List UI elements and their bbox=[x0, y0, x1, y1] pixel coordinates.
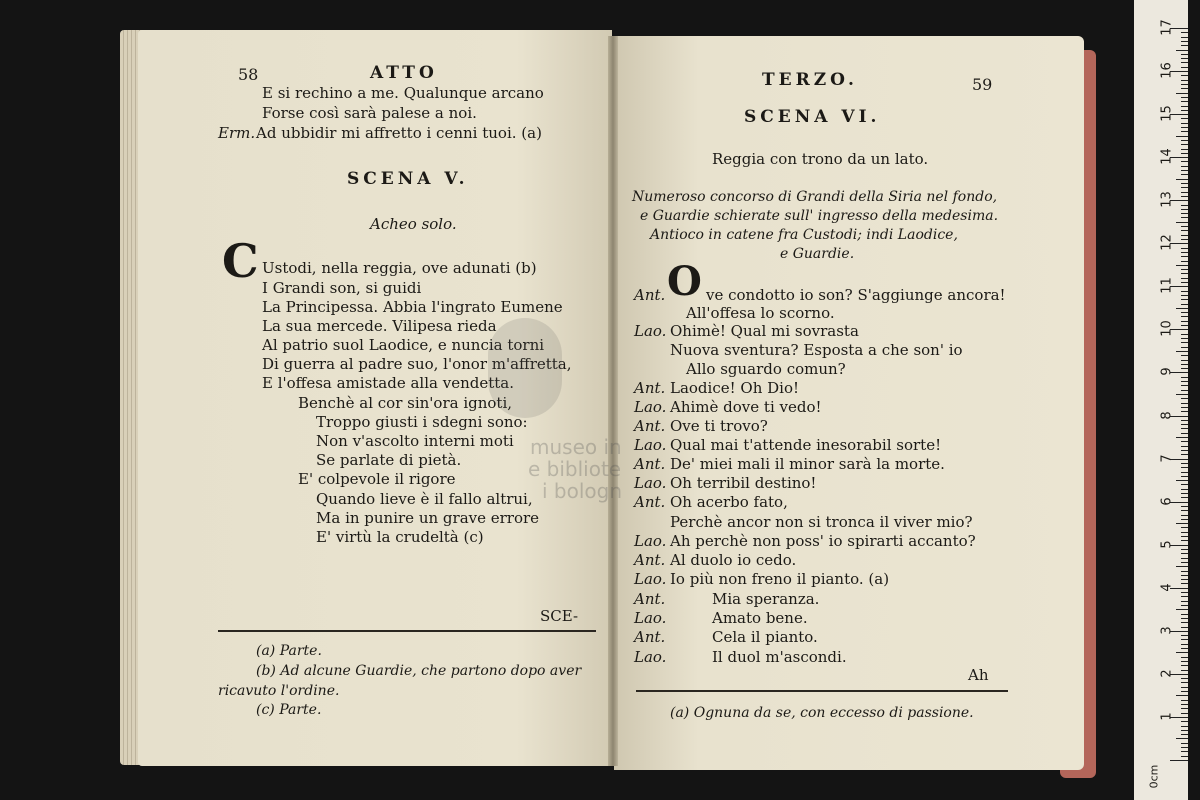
ruler-tick bbox=[1181, 536, 1188, 537]
ruler-tick bbox=[1181, 734, 1188, 735]
ruler-tick bbox=[1181, 295, 1188, 296]
ruler-tick bbox=[1181, 403, 1188, 404]
ruler-tick bbox=[1176, 652, 1188, 653]
ruler-number: 9 bbox=[1159, 367, 1175, 377]
ruler-number: 10 bbox=[1159, 320, 1175, 338]
left-scene-title: SCENA V. bbox=[347, 169, 469, 189]
ruler-number: 2 bbox=[1159, 669, 1175, 678]
ruler-tick bbox=[1181, 368, 1188, 369]
dialogue-line-1: ve condotto io son? S'aggiunge ancora! bbox=[706, 286, 1006, 304]
dialogue-line-14: Ah perchè non poss' io spirarti accanto? bbox=[670, 532, 976, 550]
left-verse-3: La sua mercede. Vilipesa rieda bbox=[262, 317, 497, 335]
ruler-tick bbox=[1181, 299, 1188, 300]
erm-line: Ad ubbidir mi affretto i cenni tuoi. (a) bbox=[256, 124, 542, 142]
speaker-8: Ant. bbox=[634, 417, 666, 435]
ruler-tick bbox=[1181, 239, 1188, 240]
ruler-tick bbox=[1176, 351, 1188, 352]
ruler-tick bbox=[1181, 347, 1188, 348]
ruler-tick bbox=[1181, 730, 1188, 731]
ruler-tick bbox=[1181, 334, 1188, 335]
right-footnote-rule bbox=[636, 690, 1008, 692]
ruler-tick bbox=[1181, 106, 1188, 107]
left-verse-4: Al patrio suol Laodice, e nuncia torni bbox=[262, 336, 545, 354]
ruler-number: 8 bbox=[1159, 410, 1175, 420]
speaker-14: Lao. bbox=[634, 532, 667, 550]
ruler-tick bbox=[1181, 88, 1188, 89]
ruler-tick bbox=[1181, 687, 1188, 688]
ruler-tick bbox=[1181, 321, 1188, 322]
right-scene-title: SCENA VI. bbox=[744, 107, 881, 127]
ruler-tick bbox=[1181, 704, 1188, 705]
ruler-tick bbox=[1181, 127, 1188, 128]
ruler-tick bbox=[1181, 273, 1188, 274]
dialogue-line-3: Ohimè! Qual mi sovrasta bbox=[670, 322, 859, 340]
speaker-9: Lao. bbox=[634, 436, 667, 454]
ruler-tick bbox=[1181, 407, 1188, 408]
ruler-tick bbox=[1181, 670, 1188, 671]
left-catchword: SCE- bbox=[540, 607, 579, 625]
dialogue-line-6: Laodice! Oh Dio! bbox=[670, 379, 800, 397]
left-running-head: ATTO bbox=[370, 63, 438, 83]
ruler-tick bbox=[1181, 37, 1188, 38]
aria-line-1: Benchè al cor sin'ora ignoti, bbox=[298, 394, 513, 412]
ruler-tick bbox=[1181, 54, 1188, 55]
aria-line-3: Non v'ascolto interni moti bbox=[316, 432, 514, 450]
ruler-tick bbox=[1176, 609, 1188, 610]
ruler-tick bbox=[1181, 618, 1188, 619]
ruler-tick bbox=[1181, 62, 1188, 63]
ruler-tick bbox=[1181, 385, 1188, 386]
dialogue-line-11: Oh terribil destino! bbox=[670, 474, 817, 492]
ruler-tick bbox=[1181, 657, 1188, 658]
ruler-tick bbox=[1181, 377, 1188, 378]
ruler-tick bbox=[1181, 635, 1188, 636]
ruler-tick bbox=[1181, 575, 1188, 576]
ruler-tick bbox=[1181, 476, 1188, 477]
speaker-10: Ant. bbox=[634, 455, 666, 473]
ruler-tick bbox=[1181, 226, 1188, 227]
right-setting: Reggia con trono da un lato. bbox=[712, 150, 929, 168]
ruler-unit-label: 0cm bbox=[1147, 764, 1161, 789]
ruler-tick bbox=[1181, 472, 1188, 473]
ruler-tick bbox=[1181, 209, 1188, 210]
ruler-tick bbox=[1181, 312, 1188, 313]
ruler-tick bbox=[1181, 75, 1188, 76]
ruler-tick bbox=[1181, 751, 1188, 752]
watermark-line-1: museo in bbox=[530, 435, 622, 459]
ruler-tick bbox=[1181, 420, 1188, 421]
ruler-tick bbox=[1181, 110, 1188, 111]
dialogue-line-19: Cela il pianto. bbox=[712, 628, 818, 646]
left-footnote-a: (a) Parte. bbox=[256, 643, 322, 659]
speaker-1: Ant. bbox=[634, 286, 666, 304]
ruler-number: 7 bbox=[1159, 453, 1175, 463]
ruler-tick bbox=[1181, 256, 1188, 257]
ruler-tick bbox=[1181, 269, 1188, 270]
left-footnote-c: (c) Parte. bbox=[256, 702, 322, 718]
aria-line-4: Se parlate di pietà. bbox=[316, 451, 462, 469]
aria-line-7: Ma in punire un grave errore bbox=[316, 509, 540, 527]
ruler-tick bbox=[1181, 205, 1188, 206]
ruler-tick bbox=[1181, 756, 1188, 757]
watermark-line-3: i bologn bbox=[542, 479, 623, 503]
ruler-tick bbox=[1181, 743, 1188, 744]
ruler-number: 15 bbox=[1159, 105, 1175, 122]
ruler-tick bbox=[1181, 700, 1188, 701]
ruler-tick bbox=[1181, 196, 1188, 197]
ruler-tick bbox=[1181, 390, 1188, 391]
ruler-tick bbox=[1181, 364, 1188, 365]
ruler-tick bbox=[1181, 235, 1188, 236]
stage-line-4: e Guardie. bbox=[780, 246, 855, 262]
ruler-tick bbox=[1170, 760, 1188, 761]
ruler-tick bbox=[1181, 665, 1188, 666]
ruler-tick bbox=[1181, 217, 1188, 218]
dialogue-line-8: Ove ti trovo? bbox=[670, 417, 768, 435]
ruler-tick bbox=[1181, 682, 1188, 683]
ruler-tick bbox=[1181, 278, 1188, 279]
ruler-tick bbox=[1176, 394, 1188, 395]
ruler-tick bbox=[1181, 571, 1188, 572]
ruler-tick bbox=[1181, 118, 1188, 119]
ruler-tick bbox=[1181, 489, 1188, 490]
ruler-number: 3 bbox=[1159, 626, 1175, 635]
ruler-tick bbox=[1181, 398, 1188, 399]
ruler-tick bbox=[1181, 433, 1188, 434]
speaker-11: Lao. bbox=[634, 474, 667, 492]
stage-line-1: Numeroso concorso di Grandi della Siria nel fondo, bbox=[632, 189, 998, 205]
ruler-tick bbox=[1181, 467, 1188, 468]
speaker-12: Ant. bbox=[634, 493, 666, 511]
dialogue-line-9: Qual mai t'attende inesorabil sorte! bbox=[670, 436, 942, 454]
ruler-tick bbox=[1181, 562, 1188, 563]
ruler-tick bbox=[1181, 583, 1188, 584]
aria-line-2: Troppo giusti i sdegni sono: bbox=[316, 413, 528, 431]
ruler-tick bbox=[1181, 605, 1188, 606]
speaker-3: Lao. bbox=[634, 322, 667, 340]
ruler-tick bbox=[1176, 265, 1188, 266]
ruler-tick bbox=[1181, 639, 1188, 640]
ruler-tick bbox=[1176, 437, 1188, 438]
ruler-tick bbox=[1181, 261, 1188, 262]
ruler-tick bbox=[1181, 691, 1188, 692]
ruler-number: 13 bbox=[1159, 191, 1175, 209]
ruler-tick bbox=[1181, 97, 1188, 98]
ruler-tick bbox=[1181, 67, 1188, 68]
dialogue-line-7: Ahimè dove ti vedo! bbox=[670, 398, 822, 416]
right-catchword: Ah bbox=[968, 666, 989, 684]
left-top-line-2: Forse così sarà palese a noi. bbox=[262, 104, 477, 122]
stage-line-2: e Guardie schierate sull' ingresso della medesima. bbox=[640, 208, 999, 224]
ruler-tick bbox=[1181, 678, 1188, 679]
book-gutter bbox=[608, 36, 618, 766]
library-watermark-logo bbox=[488, 318, 562, 418]
ruler-tick bbox=[1181, 721, 1188, 722]
ruler-tick bbox=[1181, 484, 1188, 485]
dialogue-line-15: Al duolo io cedo. bbox=[670, 551, 797, 569]
ruler-tick bbox=[1181, 747, 1188, 748]
speaker-19: Ant. bbox=[634, 628, 666, 646]
ruler-tick bbox=[1181, 325, 1188, 326]
right-drop-cap: O bbox=[667, 258, 702, 305]
ruler-number: 1 bbox=[1159, 712, 1175, 721]
dialogue-line-12: Oh acerbo fato, bbox=[670, 493, 788, 511]
ruler-tick bbox=[1181, 80, 1188, 81]
ruler-number: 17 bbox=[1159, 19, 1175, 36]
left-drop-cap: C bbox=[222, 234, 259, 288]
ruler-tick bbox=[1181, 252, 1188, 253]
ruler-tick bbox=[1181, 291, 1188, 292]
ruler-tick bbox=[1181, 726, 1188, 727]
speaker-15: Ant. bbox=[634, 551, 666, 569]
dialogue-line-17: Mia speranza. bbox=[712, 590, 820, 608]
left-top-line-1: E si rechino a me. Qualunque arcano bbox=[262, 84, 544, 102]
ruler-number: 4 bbox=[1159, 583, 1175, 592]
left-verse-5: Di guerra al padre suo, l'onor m'affretta, bbox=[262, 355, 572, 373]
ruler-tick bbox=[1181, 45, 1188, 46]
ruler-tick bbox=[1181, 149, 1188, 150]
right-page-number: 59 bbox=[972, 75, 993, 94]
dialogue-line-16: Io più non freno il pianto. (a) bbox=[670, 570, 890, 588]
ruler-tick bbox=[1181, 424, 1188, 425]
ruler-tick bbox=[1181, 596, 1188, 597]
ruler-tick bbox=[1181, 304, 1188, 305]
ruler-number: 6 bbox=[1159, 497, 1175, 506]
left-footnote-rule bbox=[218, 630, 596, 632]
speaker-7: Lao. bbox=[634, 398, 667, 416]
ruler-tick bbox=[1181, 140, 1188, 141]
right-footnote: (a) Ognuna da se, con eccesso di passione. bbox=[670, 705, 974, 721]
ruler-tick bbox=[1181, 84, 1188, 85]
ruler-tick bbox=[1176, 566, 1188, 567]
ruler-tick bbox=[1181, 381, 1188, 382]
ruler-tick bbox=[1181, 41, 1188, 42]
ruler-tick bbox=[1181, 454, 1188, 455]
ruler-tick bbox=[1181, 497, 1188, 498]
ruler-tick bbox=[1181, 515, 1188, 516]
ruler-number: 16 bbox=[1159, 62, 1175, 79]
ruler-tick bbox=[1181, 661, 1188, 662]
ruler-number: 11 bbox=[1159, 277, 1175, 295]
ruler-tick bbox=[1181, 493, 1188, 494]
ruler-tick bbox=[1181, 519, 1188, 520]
ruler-tick bbox=[1181, 153, 1188, 154]
left-verse-6: E l'offesa amistade alla vendetta. bbox=[262, 374, 514, 392]
ruler-tick bbox=[1181, 282, 1188, 283]
ruler-tick bbox=[1181, 708, 1188, 709]
ruler-tick bbox=[1176, 222, 1188, 223]
ruler-tick bbox=[1181, 355, 1188, 356]
ruler-tick bbox=[1181, 342, 1188, 343]
ruler-tick bbox=[1181, 601, 1188, 602]
aria-line-8: E' virtù la crudeltà (c) bbox=[316, 528, 484, 546]
ruler-tick bbox=[1181, 360, 1188, 361]
ruler-tick bbox=[1181, 713, 1188, 714]
speaker-17: Ant. bbox=[634, 590, 666, 608]
aria-line-5: E' colpevole il rigore bbox=[298, 470, 456, 488]
measurement-ruler bbox=[1134, 0, 1188, 800]
ruler-tick bbox=[1181, 553, 1188, 554]
ruler-tick bbox=[1181, 213, 1188, 214]
ruler-tick bbox=[1181, 527, 1188, 528]
ruler-tick bbox=[1176, 523, 1188, 524]
ruler-tick bbox=[1181, 338, 1188, 339]
ruler-tick bbox=[1181, 428, 1188, 429]
ruler-tick bbox=[1181, 166, 1188, 167]
ruler-tick bbox=[1181, 648, 1188, 649]
dialogue-line-2: All'offesa lo scorno. bbox=[686, 304, 835, 322]
ruler-tick bbox=[1181, 549, 1188, 550]
left-footnote-b: (b) Ad alcune Guardie, che partono dopo aver bbox=[256, 663, 582, 679]
ruler-tick bbox=[1181, 187, 1188, 188]
library-watermark bbox=[530, 436, 622, 502]
dialogue-line-5: Allo sguardo comun? bbox=[686, 360, 846, 378]
ruler-tick bbox=[1181, 32, 1188, 33]
erm-speaker: Erm. bbox=[218, 124, 256, 142]
left-first-line: Ustodi, nella reggia, ove adunati (b) bbox=[262, 259, 537, 277]
ruler-tick bbox=[1181, 174, 1188, 175]
ruler-tick bbox=[1181, 627, 1188, 628]
ruler-tick bbox=[1181, 540, 1188, 541]
dialogue-line-20: Il duol m'ascondi. bbox=[712, 648, 847, 666]
ruler-tick bbox=[1176, 179, 1188, 180]
ruler-tick bbox=[1181, 131, 1188, 132]
ruler-tick bbox=[1181, 463, 1188, 464]
ruler-tick bbox=[1181, 58, 1188, 59]
ruler-tick bbox=[1181, 614, 1188, 615]
ruler-tick bbox=[1176, 738, 1188, 739]
speaker-18: Lao. bbox=[634, 609, 667, 627]
ruler-tick bbox=[1176, 136, 1188, 137]
ruler-tick bbox=[1181, 411, 1188, 412]
ruler-tick bbox=[1181, 161, 1188, 162]
ruler-number: 14 bbox=[1159, 148, 1175, 165]
ruler-tick bbox=[1181, 579, 1188, 580]
speaker-6: Ant. bbox=[634, 379, 666, 397]
ruler-tick bbox=[1181, 506, 1188, 507]
dialogue-line-4: Nuova sventura? Esposta a che son' io bbox=[670, 341, 963, 359]
ruler-tick bbox=[1181, 446, 1188, 447]
dialogue-line-18: Amato bene. bbox=[712, 609, 808, 627]
watermark-line-2: e bibliote bbox=[528, 457, 622, 481]
ruler-tick bbox=[1181, 248, 1188, 249]
ruler-number: 12 bbox=[1159, 234, 1175, 252]
ruler-tick bbox=[1181, 510, 1188, 511]
ruler-tick bbox=[1176, 50, 1188, 51]
ruler-tick bbox=[1181, 532, 1188, 533]
ruler-tick bbox=[1181, 441, 1188, 442]
ruler-tick bbox=[1176, 93, 1188, 94]
dialogue-line-13: Perchè ancor non si tronca il viver mio? bbox=[670, 513, 973, 531]
dialogue-line-10: De' miei mali il minor sarà la morte. bbox=[670, 455, 945, 473]
left-footnote-b-cont: ricavuto l'ordine. bbox=[218, 683, 340, 699]
ruler-tick bbox=[1181, 170, 1188, 171]
ruler-tick bbox=[1176, 308, 1188, 309]
ruler-tick bbox=[1181, 101, 1188, 102]
ruler-tick bbox=[1176, 695, 1188, 696]
ruler-tick bbox=[1176, 480, 1188, 481]
left-page-number: 58 bbox=[238, 65, 259, 84]
left-verse-1: I Grandi son, si guidi bbox=[262, 279, 422, 297]
ruler-tick bbox=[1181, 316, 1188, 317]
ruler-tick bbox=[1181, 558, 1188, 559]
ruler-tick bbox=[1181, 592, 1188, 593]
ruler-tick bbox=[1181, 123, 1188, 124]
ruler-tick bbox=[1181, 644, 1188, 645]
left-verse-2: La Principessa. Abbia l'ingrato Eumene bbox=[262, 298, 563, 316]
ruler-tick bbox=[1181, 450, 1188, 451]
ruler-number: 5 bbox=[1159, 540, 1175, 549]
speaker-16: Lao. bbox=[634, 570, 667, 588]
ruler-tick bbox=[1181, 622, 1188, 623]
ruler-tick bbox=[1181, 144, 1188, 145]
right-running-head: TERZO. bbox=[762, 70, 858, 90]
ruler-tick bbox=[1181, 192, 1188, 193]
ruler-tick bbox=[1181, 183, 1188, 184]
stage-line-3: Antioco in catene fra Custodi; indi Laodice, bbox=[650, 227, 958, 243]
speaker-20: Lao. bbox=[634, 648, 667, 666]
left-scene-subtitle: Acheo solo. bbox=[370, 215, 457, 233]
aria-line-6: Quando lieve è il fallo altrui, bbox=[316, 490, 533, 508]
ruler-tick bbox=[1181, 230, 1188, 231]
